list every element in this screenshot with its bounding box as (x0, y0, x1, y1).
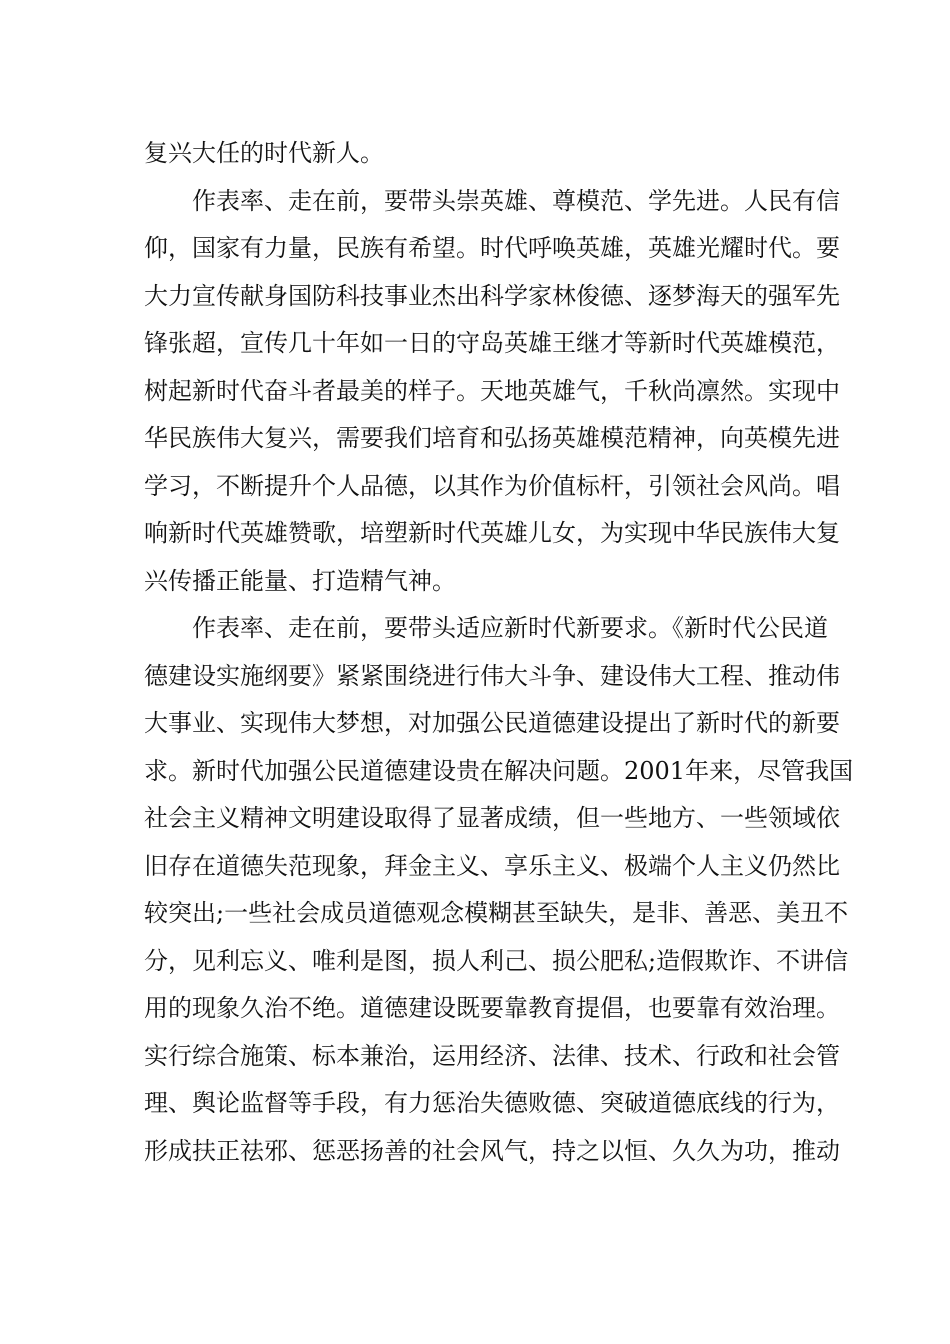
text-line: 理、舆论监督等手段，有力惩治失德败德、突破道德底线的行为， (144, 1089, 840, 1117)
text-line: 大事业、实现伟大梦想，对加强公民道德建设提出了新时代的新要 (144, 709, 840, 737)
text-line: 复兴大任的时代新人。 (144, 139, 384, 167)
text-line: 锋张超，宣传几十年如一日的守岛英雄王继才等新时代英雄模范， (144, 329, 840, 357)
text-line: 作表率、走在前，要带头适应新时代新要求。《新时代公民道 (192, 614, 828, 642)
text-line: 作表率、走在前，要带头崇英雄、尊模范、学先进。人民有信 (192, 186, 840, 215)
text-line: 较突出;一些社会成员道德观念模糊甚至缺失，是非、善恶、美丑不 (144, 899, 849, 927)
text-line: 学习，不断提升个人品德，以其作为价值标杆，引领社会风尚。唱 (144, 471, 840, 500)
document-body (144, 130, 854, 1175)
text-line: 实行综合施策、标本兼治，运用经济、法律、技术、行政和社会管 (144, 1041, 840, 1070)
text-line: 华民族伟大复兴，需要我们培育和弘扬英雄模范精神，向英模先进 (144, 424, 840, 452)
text-line: 响新时代英雄赞歌，培塑新时代英雄儿女，为实现中华民族伟大复 (144, 519, 840, 547)
text-line: 用的现象久治不绝。道德建设既要靠教育提倡，也要靠有效治理。 (144, 994, 840, 1022)
text-line: 树起新时代奋斗者最美的样子。天地英雄气，千秋尚凛然。实现中 (144, 376, 840, 405)
text-line: 旧存在道德失范现象，拜金主义、享乐主义、极端个人主义仍然比 (144, 851, 840, 880)
text-line: 分，见利忘义、唯利是图，损人利己、损公肥私;造假欺诈、不讲信 (144, 946, 849, 975)
text-line: 形成扶正祛邪、惩恶扬善的社会风气，持之以恒、久久为功，推动 (144, 1136, 840, 1165)
text-line: 德建设实施纲要》紧紧围绕进行伟大斗争、建设伟大工程、推动伟 (144, 661, 840, 690)
text-line: 大力宣传献身国防科技事业杰出科学家林俊德、逐梦海天的强军先 (144, 281, 840, 310)
text-line: 社会主义精神文明建设取得了显著成绩，但一些地方、一些领域依 (144, 804, 840, 832)
text-line: 兴传播正能量、打造精气神。 (144, 566, 456, 595)
text-line: 仰，国家有力量，民族有希望。时代呼唤英雄，英雄光耀时代。要 (144, 234, 840, 262)
text-line: 求。新时代加强公民道德建设贵在解决问题。2001年来，尽管我国 (144, 756, 854, 785)
